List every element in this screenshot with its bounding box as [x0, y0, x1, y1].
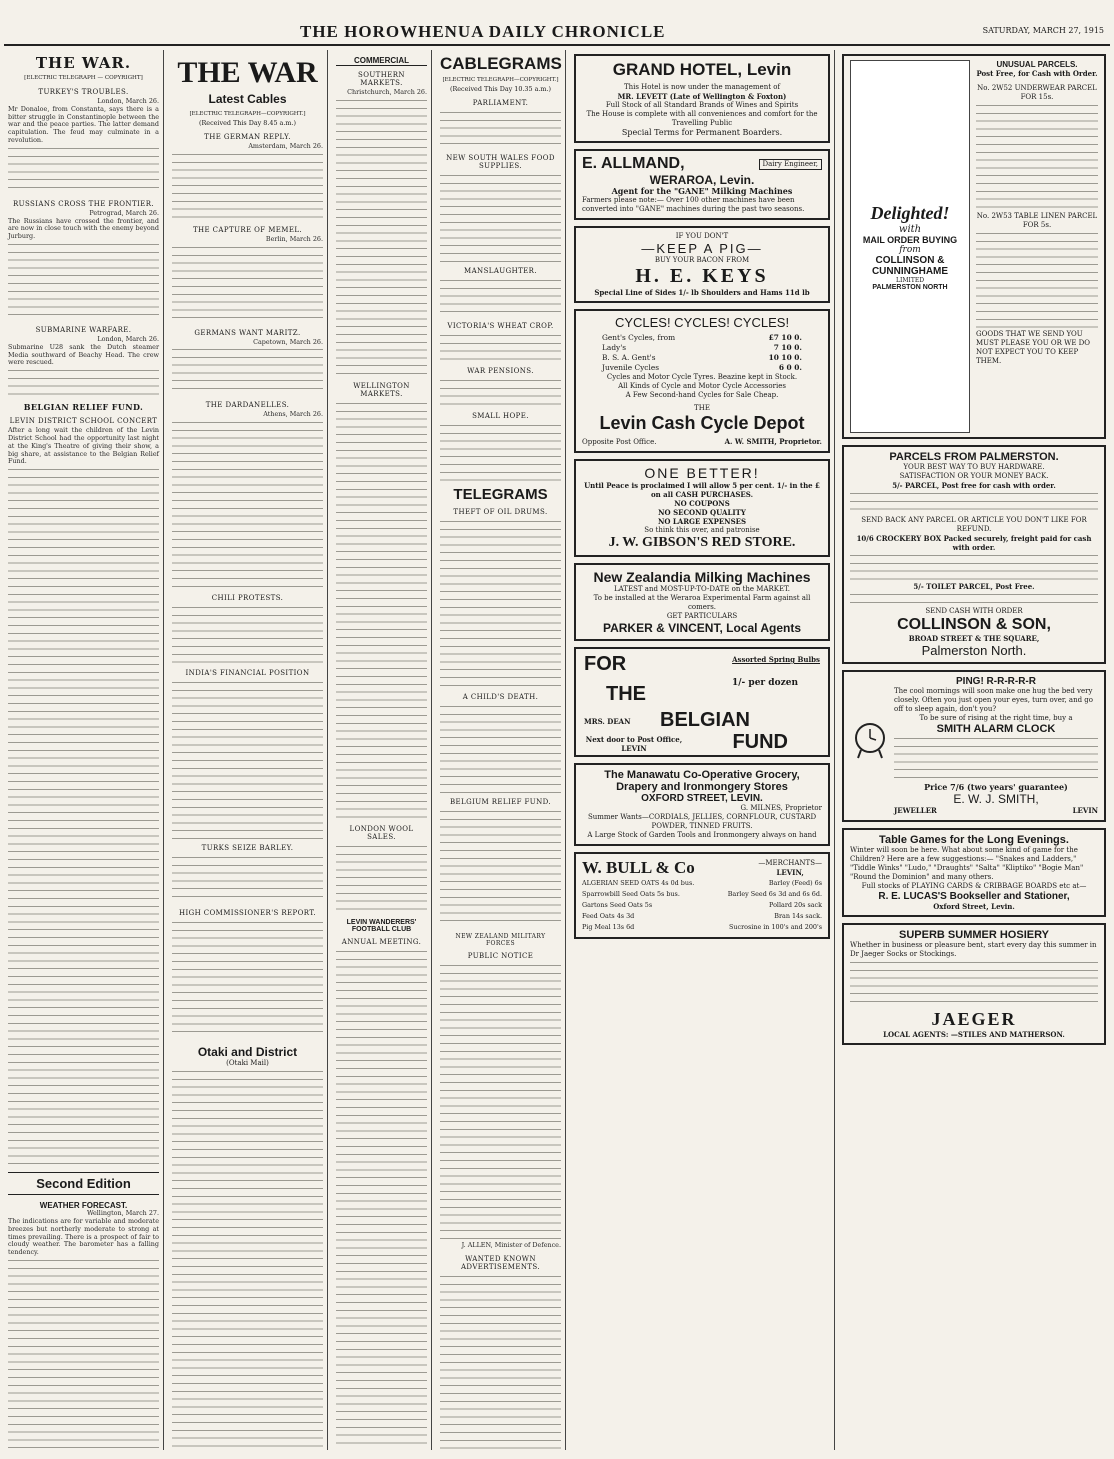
col2-text-block-e	[172, 604, 323, 664]
parcels-list-b	[976, 230, 1098, 330]
milk-line1: LATEST and MOST-UP-TO-DATE on the MARKET.	[613, 585, 790, 593]
depot-right: A. W. SMITH, Proprietor.	[724, 437, 822, 446]
masthead	[0, 0, 1114, 52]
palm-line3: 5/- PARCEL, Post free for cash with order.	[892, 481, 1056, 490]
bull-row	[582, 922, 822, 933]
col2-section8: HIGH COMMISSIONER'S REPORT.	[178, 909, 317, 918]
col1-dateline1: London, March 26.	[97, 97, 159, 105]
col1-heading: THE WAR.	[35, 54, 132, 72]
col1-story2: The Russians have crossed the frontier, and are now in close touch with the enemy beyond Jurburg.	[8, 216, 159, 241]
col1-credit: [ELECTRIC TELEGRAPH — COPYRIGHT]	[24, 75, 143, 81]
bull-row-left: ALGERIAN SEED OATS 4s 0d bus.	[582, 879, 695, 887]
bull-row-left: Feed Oats 4s 3d	[582, 912, 635, 920]
bulbs-badge: Assorted Spring Bulbs	[732, 655, 820, 664]
jaeger-text: Whether in business or pleasure bent, start every day this summer in Dr Jaeger Socks or Stockings.	[850, 941, 1097, 958]
col2-text-block-i	[172, 1068, 323, 1450]
col4-text-block-k	[440, 1273, 561, 1450]
col4-ads-heading: WANTED KNOWN ADVERTISEMENTS.	[460, 1254, 541, 1271]
masthead-title: THE HOROWHENUA DAILY CHRONICLE	[300, 22, 666, 41]
bull-ad	[574, 852, 830, 939]
grand-hotel-line1: This Hotel is now under the management of	[623, 83, 781, 91]
bull-row-left: Gartons Seed Oats 5s	[582, 901, 653, 909]
depot-the: THE	[694, 404, 710, 412]
col4-text-block-e	[440, 377, 561, 407]
bull-row-right: Pollard 20s sack	[769, 901, 822, 909]
manawatu-street: OXFORD STREET, LEVIN.	[641, 793, 763, 804]
promo-line2: with	[898, 223, 922, 235]
milking-ad	[574, 563, 830, 641]
col1-section5: LEVIN DISTRICT SCHOOL CONCERT	[9, 417, 158, 426]
col2-sub: Latest Cables	[208, 92, 287, 106]
bulbs-fund: FUND	[732, 731, 788, 753]
col2-section7: TURKS SEIZE BARLEY.	[201, 844, 294, 853]
col1-text-block-a	[8, 145, 159, 195]
manawatu-title: The Manawatu Co-Operative Grocery, Drapery and Ironmongery Stores	[604, 769, 800, 793]
alarm-town: LEVIN	[1072, 806, 1098, 815]
palm-name: COLLINSON & SON,	[897, 616, 1051, 633]
col1-text-block-c	[8, 367, 159, 397]
clock-illustration	[853, 716, 887, 776]
col4-text-block-f	[440, 422, 561, 482]
alarm-list	[894, 735, 1098, 783]
col4-telegrams: TELEGRAMS	[453, 486, 548, 503]
col4-section4: VICTORIA'S WHEAT CROP.	[447, 322, 554, 330]
better-line4: NO LARGE EXPENSES	[657, 517, 747, 526]
bulbs-the: THE	[606, 683, 646, 705]
cycles-row-price: 10 10 0.	[768, 353, 802, 362]
cycles-row-name: B. S. A. Gent's	[602, 353, 656, 362]
col2-otaki-sub: (Otaki Mail)	[226, 1059, 269, 1068]
col3-section1: SOUTHERN MARKETS.	[358, 71, 405, 87]
bull-merchants: —MERCHANTS—	[758, 859, 822, 867]
better-name: J. W. GIBSON'S RED STORE.	[608, 535, 796, 550]
alarm-price: Price 7/6 (two years' guarantee)	[924, 782, 1068, 792]
column-4	[436, 50, 566, 1450]
palm-list-a	[850, 490, 1098, 516]
column-6	[838, 50, 1110, 1450]
palm-line5: 10/6 CROCKERY BOX Packed securely, freight paid for cash with order.	[856, 534, 1092, 552]
games-text: Winter will soon be here. What about some kind of game for the Children? Here are a few suggestions:— "Snakes and Ladders," "Tiddle Winks" "Ludo," "Draughts" "Salta" "Kliptiko" "Bogie Man" "Round the Dominion" and many others.	[850, 846, 1084, 881]
better-line5: So think this over, and patronise	[644, 526, 760, 534]
milk-line2: To be installed at the Weraroa Experimental Farm against all comers.	[593, 594, 811, 611]
grand-hotel-line3: Full Stock of all Standard Brands of Wines and Spirits	[605, 101, 799, 109]
col3-club-sub: ANNUAL MEETING.	[341, 937, 422, 946]
bull-row	[582, 878, 822, 889]
palm-town: Palmerston North.	[921, 643, 1027, 658]
cycles-row-name: Juvenile Cycles	[602, 363, 659, 372]
allmand-agent: Agent for the "GANE" Milking Machines	[611, 186, 793, 196]
col1-section4: BELGIAN RELIEF FUND.	[23, 402, 144, 413]
palm-list-b	[850, 552, 1098, 582]
col1-story3: Submarine U28 sank the Dutch steamer Media southward of Beachy Head. The crew were rescued.	[8, 342, 159, 367]
alarm-trade: JEWELLER	[894, 806, 937, 815]
col2-section2: THE CAPTURE OF MEMEL.	[192, 225, 303, 234]
col1-story1: Mr Donaloe, from Constanta, says there is a bitter struggle in Constantinople between the war and the peace parties. The latter demand capitulation. The feud may culminate in a revolution.	[8, 104, 159, 144]
alarm-name: SMITH ALARM CLOCK	[936, 723, 1056, 735]
promo-line7: PALMERSTON NORTH	[872, 283, 948, 291]
jaeger-logo: JAEGER	[931, 1009, 1017, 1029]
bull-row-left: Pig Meal 13s 6d	[582, 923, 635, 931]
milk-line3: GET PARTICULARS	[666, 612, 738, 620]
cycles-row	[602, 333, 802, 343]
col4-section9: BELGIUM RELIEF FUND.	[449, 798, 551, 806]
cycles-row	[602, 343, 802, 353]
promo-line5: COLLINSON & CUNNINGHAME	[871, 254, 949, 277]
col2-section1: THE GERMAN REPLY.	[204, 133, 291, 141]
games-name: R. E. LUCAS'S Bookseller and Stationer,	[878, 891, 1070, 902]
palm-line7: SEND CASH WITH ORDER	[925, 607, 1023, 615]
grand-hotel-line4: The House is complete with all conveniences and comfort for the Travelling Public	[586, 110, 818, 127]
masthead-date: SATURDAY, MARCH 27, 1915	[982, 26, 1104, 35]
col3-section3: LONDON WOOL SALES.	[349, 824, 414, 841]
col3-text-block-d	[336, 948, 427, 1450]
col2-text-block-c	[172, 346, 323, 396]
col4-heading: CABLEGRAMS	[440, 54, 562, 73]
unusual-parcels-ad	[842, 54, 1106, 439]
col2-section4: THE DARDANELLES.	[205, 401, 290, 410]
col4-notice-heading: NEW ZEALAND MILITARY FORCES	[455, 933, 546, 947]
pig-name: H. E. KEYS	[635, 265, 769, 287]
col4-section6: SMALL HOPE.	[472, 412, 529, 420]
cycles-title: CYCLES! CYCLES! CYCLES!	[614, 315, 790, 330]
col4-credit: [ELECTRIC TELEGRAPH—COPYRIGHT.]	[442, 77, 559, 83]
grand-hotel-ad	[574, 54, 830, 143]
palm-line4: SEND BACK ANY PARCEL OR ARTICLE YOU DON'T LIKE FOR REFUND.	[861, 516, 1087, 533]
col4-section5: WAR PENSIONS.	[467, 367, 534, 375]
jaeger-agents: LOCAL AGENTS: —STILES AND MATHERSON.	[883, 1030, 1065, 1039]
col2-section3: GERMANS WANT MARITZ.	[194, 328, 301, 337]
pig-line4: Special Line of Sides 1/- lb Shoulders and Hams 11d lb	[594, 288, 810, 297]
col4-section3: MANSLAUGHTER.	[464, 267, 537, 275]
jaeger-ad	[842, 923, 1106, 1045]
palm-line1: YOUR BEST WAY TO BUY HARDWARE.	[903, 463, 1045, 471]
better-line3: NO SECOND QUALITY	[658, 508, 746, 517]
col2-section6: INDIA'S FINANCIAL POSITION	[185, 669, 310, 678]
cycles-row-name: Gent's Cycles, from	[602, 333, 676, 342]
col3-section2: WELLINGTON MARKETS.	[353, 381, 410, 398]
col4-notice-sign: J. ALLEN, Minister of Defence.	[461, 1241, 561, 1249]
bull-row-right: Barley (Feed) 6s	[768, 879, 822, 887]
col4-text-block-c	[440, 277, 561, 317]
better-line2: NO COUPONS	[674, 499, 730, 508]
alarm-ad	[842, 670, 1106, 822]
alarm-seller: E. W. J. SMITH,	[953, 792, 1039, 806]
col4-text-block-g	[440, 518, 561, 688]
parcels-title: UNUSUAL PARCELS.	[996, 60, 1078, 69]
parcels-no2: No. 2W53 TABLE LINEN PARCEL FOR 5s.	[976, 212, 1098, 229]
milk-name: PARKER & VINCENT, Local Agents	[602, 621, 802, 635]
column-2	[168, 50, 328, 1450]
cycles-row-price: 7 10 0.	[773, 343, 802, 352]
milk-title: New Zealandia Milking Machines	[593, 569, 811, 585]
col1-section1: TURKEY'S TROUBLES.	[38, 88, 129, 96]
alarm-title: PING! R-R-R-R-R	[956, 676, 1036, 687]
col2-section5: CHILI PROTESTS.	[211, 594, 284, 603]
manawatu-line1: Summer Wants—CORDIALS, JELLIES, CORNFLOUR, CUSTARD POWDER, TINNED FRUITS.	[587, 813, 817, 830]
col3-text-block-c	[336, 843, 427, 913]
cycles-row-name: Lady's	[602, 343, 627, 352]
allmand-ad	[574, 149, 830, 220]
col2-credit: [ELECTRIC TELEGRAPH—COPYRIGHT.]	[189, 111, 306, 117]
games-line: Full stocks of PLAYING CARDS & CRIBBAGE BOARDS etc at—	[861, 882, 1087, 890]
col4-section2: NEW SOUTH WALES FOOD SUPPLIES.	[446, 154, 555, 170]
cycles-line3: A Few Second-hand Cycles for Sale Cheap.	[625, 391, 779, 399]
bull-place: LEVIN,	[776, 868, 804, 877]
col2-dateline2: Berlin, March 26.	[265, 234, 323, 243]
col4-text-block-b	[440, 172, 561, 262]
column-1	[4, 50, 164, 1450]
masthead-rule	[4, 44, 1110, 46]
cycles-ad	[574, 309, 830, 453]
col3-dateline1: Christchurch, March 26.	[347, 88, 427, 96]
col2-text-block-d	[172, 419, 323, 589]
cycles-row-price: 6 0 0.	[778, 363, 802, 372]
palm-title: PARCELS FROM PALMERSTON.	[889, 451, 1059, 463]
jaeger-title: SUPERB SUMMER HOSIERY	[899, 929, 1049, 941]
better-line1: Until Peace is proclaimed I will allow 5 per cent. 1/- in the £ on all CASH PURCHASES.	[584, 481, 820, 499]
pig-line2: —KEEP A PIG—	[641, 241, 763, 256]
cycles-row-price: £7 10 0.	[768, 333, 802, 342]
goods-text: GOODS THAT WE SEND YOU MUST PLEASE YOU OR WE DO NOT EXPECT YOU TO KEEP THEM.	[976, 330, 1091, 365]
col2-text-block-g	[172, 854, 323, 904]
col1-text-block-b	[8, 241, 159, 321]
col2-dateline3: Capetown, March 26.	[253, 337, 323, 346]
bull-row-left: Sparrowbill Seed Oats 5s bus.	[582, 890, 680, 898]
cycles-line2: All Kinds of Cycle and Motor Cycle Accessories	[618, 382, 786, 390]
games-addr: Oxford Street, Levin.	[933, 902, 1015, 911]
col1-text-block-e	[8, 1257, 159, 1450]
grand-hotel-line2: MR. LEVETT (Late of Wellington & Foxton)	[617, 92, 787, 101]
col2-otaki-heading: Otaki and District	[197, 1045, 298, 1060]
bull-row	[582, 889, 822, 900]
col2-text-block-a	[172, 151, 323, 221]
column-3	[332, 50, 432, 1450]
games-title: Table Games for the Long Evenings.	[879, 834, 1069, 846]
depot-title: Levin Cash Cycle Depot	[599, 413, 805, 433]
promo-line1: Delighted!	[870, 202, 950, 223]
col1-weather-dateline: Wellington, March 27.	[86, 1209, 159, 1218]
promo-line4: from	[899, 244, 921, 255]
col3-text-block-b	[336, 400, 427, 820]
palmerston-ad	[842, 445, 1106, 664]
promo-line3: MAIL ORDER BUYING	[862, 234, 958, 245]
col2-text-block-h	[172, 919, 323, 1039]
col2-dateline4: Athens, March 26.	[263, 410, 323, 419]
col4-text-block-j	[440, 962, 561, 1242]
col1-weather-text: The indications are for variable and moderate breezes but northerly moderate to strong at times prevailing. There is a prospect of fair to cloudy weather. The barometer has a falling tendency.	[8, 1216, 159, 1257]
cycles-row	[602, 363, 802, 373]
col1-section2: RUSSIANS CROSS THE FRONTIER.	[12, 199, 154, 208]
bulbs-who: MRS. DEAN	[584, 717, 631, 726]
col3-club-heading: LEVIN WANDERERS' FOOTBALL CLUB	[346, 918, 417, 933]
col2-dateline1: Amsterdam, March 26.	[248, 142, 323, 150]
col3-heading: COMMERCIAL	[336, 56, 427, 66]
col4-text-block-i	[440, 808, 561, 928]
parcels-no1: No. 2W52 UNDERWEAR PARCEL FOR 15s.	[977, 84, 1097, 101]
manawatu-line2: A Large Stock of Garden Tools and Ironmongery always on hand	[587, 831, 817, 839]
bull-row-right: Bran 14s sack.	[774, 912, 822, 920]
col2-heading: THE WAR	[177, 56, 318, 89]
col3-text-block-a	[336, 97, 427, 377]
col4-section1: PARLIAMENT.	[472, 99, 529, 107]
alarm-text: The cool mornings will soon make one hug the bed very closely. Often you just open your eyes, turn over, and go off to sleep again, don't you?	[894, 687, 1093, 713]
parcels-list-a	[976, 102, 1098, 212]
allmand-text: Farmers please note:— Over 100 other machines have been converted into "GANE" machines during the past two seasons.	[582, 196, 805, 213]
cycles-row	[602, 353, 802, 363]
pig-ad	[574, 226, 830, 303]
depot-left: Opposite Post Office.	[582, 438, 657, 446]
col2-received: (Received This Day 8.45 a.m.)	[198, 119, 296, 127]
col4-section8: A CHILD'S DEATH.	[462, 693, 539, 701]
col1-dateline2: Petrograd, March 26.	[89, 208, 159, 217]
col4-received: (Received This Day 10.35 a.m.)	[449, 85, 552, 93]
bulbs-price: 1/- per dozen	[732, 678, 798, 688]
manawatu-prop: G. MILNES, Proprietor	[740, 804, 822, 812]
alarm-line: To be sure of rising at the right time, buy a	[919, 714, 1073, 722]
col1-text-block-d	[8, 466, 159, 1166]
palm-list-c	[850, 591, 1098, 607]
palm-addr: BROAD STREET & THE SQUARE,	[908, 634, 1040, 643]
grand-hotel-line5: Special Terms for Permanent Boarders.	[621, 128, 783, 137]
promo-line6: LIMITED	[895, 276, 925, 284]
col1-dateline3: London, March 26.	[97, 334, 159, 343]
bull-row	[582, 900, 822, 911]
bull-row-right: Barley Seed 6s 3d and 6s 6d.	[727, 890, 822, 898]
col4-section7: THEFT OF OIL DRUMS.	[453, 508, 548, 516]
allmand-title: E. ALLMAND,	[582, 155, 685, 172]
bulbs-where: Next door to Post Office, LEVIN	[585, 735, 683, 753]
col4-text-block-d	[440, 332, 561, 362]
col1-second-edition: Second Edition	[36, 1176, 131, 1192]
palm-line2: SATISFACTION OR YOUR MONEY BACK.	[899, 472, 1049, 480]
col4-text-block-a	[440, 109, 561, 149]
col4-notice-sub: PUBLIC NOTICE	[467, 952, 534, 960]
parcels-line1: Post Free, for Cash with Order.	[976, 69, 1098, 78]
pig-line1: IF YOU DON'T	[675, 232, 729, 240]
bull-row	[582, 911, 822, 922]
games-ad	[842, 828, 1106, 917]
jaeger-list	[850, 959, 1098, 1009]
promo-illustration	[850, 60, 970, 433]
clock-icon	[850, 676, 890, 816]
manawatu-ad	[574, 763, 830, 846]
col1-section3: SUBMARINE WARFARE.	[35, 325, 132, 334]
one-better-ad	[574, 459, 830, 557]
col1-story5: After a long wait the children of the Levin District School had the opportunity last night at the King's Theatre of giving their show, a big share, at assistance to the Belgian Relief Fund.	[8, 426, 159, 466]
bulbs-for: FOR	[584, 653, 627, 675]
cycles-line1: Cycles and Motor Cycle Tyres. Beazine kept in Stock.	[606, 373, 798, 381]
allmand-place: WERAROA, Levin.	[649, 173, 755, 187]
col2-text-block-b	[172, 244, 323, 324]
pig-line3: BUY YOUR BACON FROM	[654, 256, 750, 264]
bulbs-belgian: BELGIAN	[660, 709, 750, 731]
allmand-badge: Dairy Engineer,	[759, 159, 822, 170]
col4-text-block-h	[440, 703, 561, 793]
grand-hotel-title: GRAND HOTEL, Levin	[612, 60, 792, 79]
col2-text-block-f	[172, 679, 323, 839]
better-title: ONE BETTER!	[644, 465, 760, 481]
bull-row-right: Sucrosine in 100's and 200's	[729, 923, 822, 931]
column-5	[570, 50, 835, 1450]
col1-weather-heading: WEATHER FORECAST.	[39, 1201, 128, 1211]
palm-line6: 5/- TOILET PARCEL, Post Free.	[913, 582, 1035, 591]
bull-title: W. BULL & Co	[582, 858, 695, 877]
bulbs-ad	[574, 647, 830, 757]
